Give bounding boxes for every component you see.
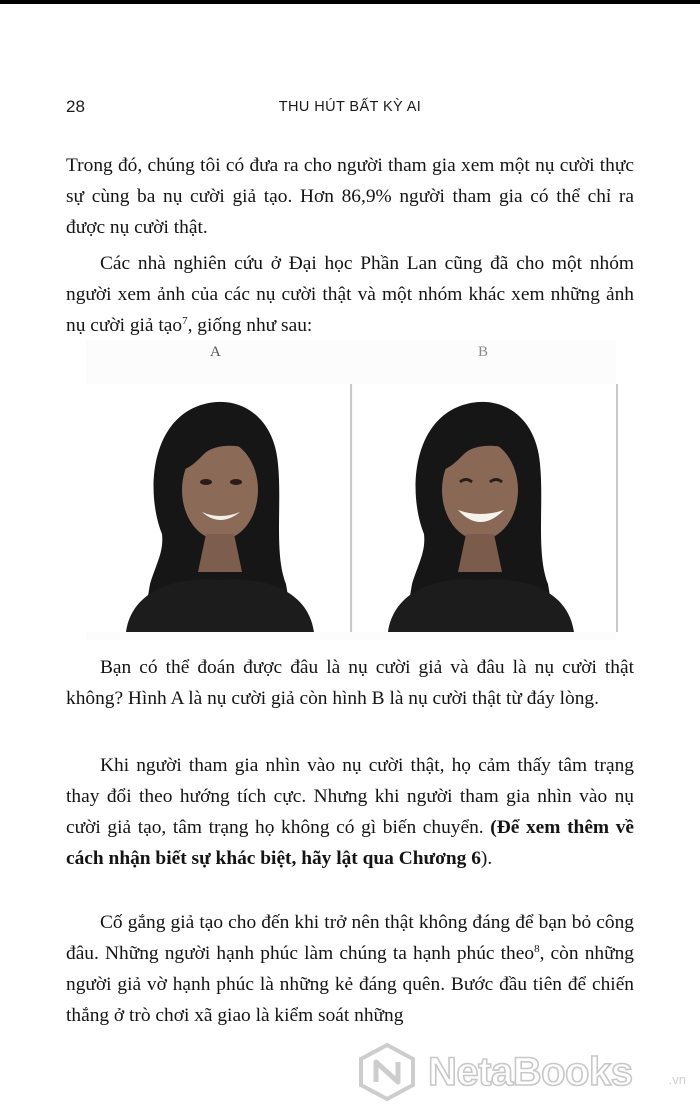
footnote-ref-8: 8 [534,943,540,955]
paragraph-5 [66,907,634,1031]
woman-portrait-a-icon [86,384,350,632]
paragraph-4 [66,750,634,874]
paragraph-4-block [66,750,634,874]
figure-label-b: B [478,344,489,360]
paragraph-3-block [66,652,634,714]
running-head: THU HÚT BẤT KỲ AI [278,99,422,115]
footnote-ref-7: 7 [182,315,188,327]
figure-label-a: A [210,344,221,360]
paragraph-1-block [66,150,634,243]
paragraph-5-block [66,907,634,1031]
paragraph-3: Bạn có thể đoán được đâu là nụ cười giả và đâu là nụ cười thật không? Hình A là nụ cười giả còn hình B là nụ cười thật từ đáy lòng. [66,657,634,709]
netabooks-logo-icon [356,1042,418,1102]
paragraph-5-text: Cố gắng giả tạo cho đến khi trở nên thật không đáng để bạn bỏ công đâu. Những người hạnh phúc làm chúng ta hạnh phúc theo [66,912,634,964]
watermark-brand: NetaBooks [428,1050,633,1094]
photo-real-smile [354,384,618,632]
paragraph-2-block [66,248,634,341]
page-number: 28 [66,97,85,116]
paragraph-5-tail: , còn những người giả vờ hạnh phúc là những kẻ đáng quên. Bước đầu tiên để chiến thắng ở trò chơi xã giao là kiểm soát những [66,943,634,1026]
paragraph-4-end: ). [480,848,493,869]
paragraph-2 [66,248,634,341]
watermark-suffix: .vn [668,1072,686,1087]
photo-fake-smile [86,384,352,632]
netabooks-watermark [356,1042,686,1102]
paragraph-4-text: Khi người tham gia nhìn vào nụ cười thật, họ cảm thấy tâm trạng thay đổi theo hướng tích cực. Nhưng khi người tham gia nhìn vào nụ cười giả tạo, tâm trạng họ không có gì biến chuyển. [66,755,634,838]
paragraph-2-text: Các nhà nghiên cứu ở Đại học Phần Lan cũng đã cho một nhóm người xem ảnh của các nụ cười thật và một nhóm khác xem những ảnh nụ cười giả tạo [66,253,634,336]
paragraph-2-tail: , giống như sau: [187,315,313,336]
chapter-reference: (Để xem thêm về cách nhận biết sự khác biệt, hãy lật qua Chương 6 [66,817,635,869]
woman-portrait-b-icon [354,384,616,632]
paragraph-1: Trong đó, chúng tôi có đưa ra cho người tham gia xem một nụ cười thực sự cùng ba nụ cười giả tạo. Hơn 86,9% người tham gia có thể chỉ ra được nụ cười thật. [66,155,634,238]
top-rule [0,0,700,4]
smile-comparison-figure [86,340,616,640]
